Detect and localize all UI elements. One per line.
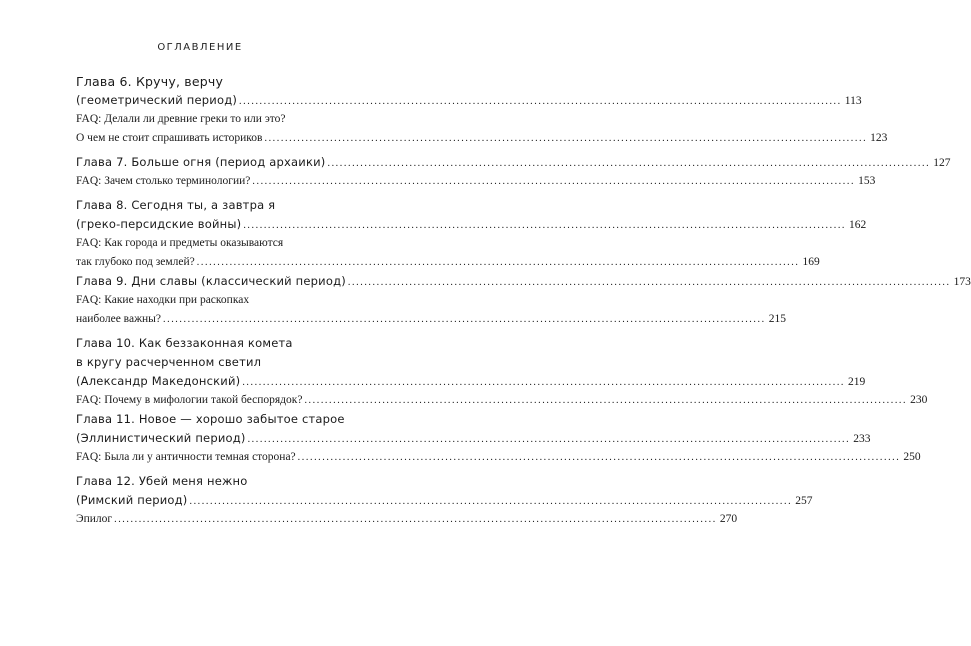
toc-entry[interactable]	[76, 391, 928, 410]
toc-page-number: 113	[844, 95, 862, 107]
toc-page-number: 215	[768, 313, 786, 325]
toc-entry[interactable]	[76, 429, 871, 448]
toc-leader-dots	[243, 216, 846, 235]
table-of-contents	[76, 72, 971, 529]
toc-entry-title: FAQ: Почему в мифологии такой беспорядок?	[76, 394, 303, 406]
toc-leader-dots	[348, 273, 951, 292]
toc-entry-title: (греко-персидские войны)	[76, 217, 242, 231]
toc-entry-title: Глава 7. Больше огня (период архаики)	[76, 155, 326, 169]
toc-entry-title: (геометрический период)	[76, 93, 238, 107]
toc-entry[interactable]	[76, 291, 356, 310]
toc-entry-title: так глубоко под землей?	[76, 256, 195, 268]
toc-page-number: 173	[953, 276, 971, 288]
toc-page-number: 233	[853, 433, 871, 445]
toc-entry-title: Глава 9. Дни славы (классический период)	[76, 274, 346, 288]
toc-entry-title: (Александр Македонский)	[76, 374, 241, 388]
toc-entry-title: Глава 8. Сегодня ты, а завтра я	[76, 198, 276, 212]
toc-entry[interactable]	[76, 448, 921, 467]
toc-entry[interactable]	[76, 334, 356, 353]
toc-entry-title: FAQ: Была ли у античности темная сторона?	[76, 451, 296, 463]
toc-entry-title: (Эллинистический период)	[76, 431, 246, 445]
toc-entry-title: Глава 11. Новое — хорошо забытое старое	[76, 412, 345, 426]
toc-page-number: 250	[903, 451, 921, 463]
toc-leader-dots	[197, 253, 800, 272]
toc-leader-dots	[248, 430, 851, 449]
toc-page-number: 169	[802, 256, 820, 268]
toc-entry[interactable]	[76, 472, 356, 491]
toc-leader-dots	[298, 448, 901, 467]
toc-entry-title: FAQ: Как города и предметы оказываются	[76, 237, 284, 249]
toc-page-number: 123	[870, 132, 888, 144]
toc-page-number: 257	[795, 495, 813, 507]
toc-page-number: 162	[849, 219, 867, 231]
toc-page-number: 270	[719, 513, 738, 525]
toc-page-number: 127	[933, 157, 951, 169]
page-title: ОГЛАВЛЕНИЕ	[157, 42, 243, 53]
toc-entry[interactable]	[76, 153, 951, 172]
toc-entry[interactable]	[76, 196, 356, 215]
toc-page-number: 219	[848, 376, 866, 388]
toc-entry-title: Глава 10. Как беззаконная комета	[76, 336, 293, 350]
toc-leader-dots	[242, 373, 845, 392]
toc-leader-dots	[327, 154, 930, 173]
toc-entry-title: FAQ: Какие находки при раскопках	[76, 294, 250, 306]
toc-entry[interactable]	[76, 510, 738, 529]
toc-entry[interactable]	[76, 253, 820, 272]
toc-entry-title: FAQ: Делали ли древние греки то или это?	[76, 113, 286, 125]
toc-entry[interactable]	[76, 272, 971, 291]
toc-entry-title: О чем не стоит спрашивать историков	[76, 132, 263, 144]
toc-leader-dots	[163, 310, 766, 329]
toc-entry[interactable]	[76, 310, 786, 329]
toc-page-number: 230	[910, 394, 928, 406]
toc-entry[interactable]	[76, 410, 356, 429]
toc-entry-title: Глава 12. Убей меня нежно	[76, 474, 248, 488]
toc-entry-title: Эпилог	[76, 513, 113, 525]
toc-leader-dots	[252, 172, 855, 191]
toc-leader-dots	[189, 492, 792, 511]
toc-entry-title: (Римский период)	[76, 493, 188, 507]
toc-leader-dots	[264, 129, 867, 148]
toc-entry[interactable]	[76, 110, 356, 129]
toc-entry[interactable]	[76, 234, 356, 253]
toc-entry[interactable]	[76, 129, 888, 148]
toc-entry[interactable]	[76, 72, 356, 91]
toc-entry-title: Глава 6. Кручу, верчу	[76, 74, 224, 89]
toc-entry[interactable]	[76, 372, 866, 391]
toc-leader-dots	[114, 510, 717, 529]
toc-entry[interactable]	[76, 353, 356, 372]
toc-entry-title: наиболее важны?	[76, 313, 161, 325]
toc-leader-dots	[239, 92, 842, 111]
toc-page-number: 153	[858, 175, 876, 187]
toc-entry[interactable]	[76, 172, 876, 191]
toc-entry[interactable]	[76, 215, 867, 234]
toc-entry-title: в кругу расчерченном светил	[76, 355, 262, 369]
toc-entry[interactable]	[76, 491, 813, 510]
toc-entry[interactable]	[76, 91, 862, 110]
toc-leader-dots	[304, 391, 907, 410]
toc-entry-title: FAQ: Зачем столько терминологии?	[76, 175, 251, 187]
